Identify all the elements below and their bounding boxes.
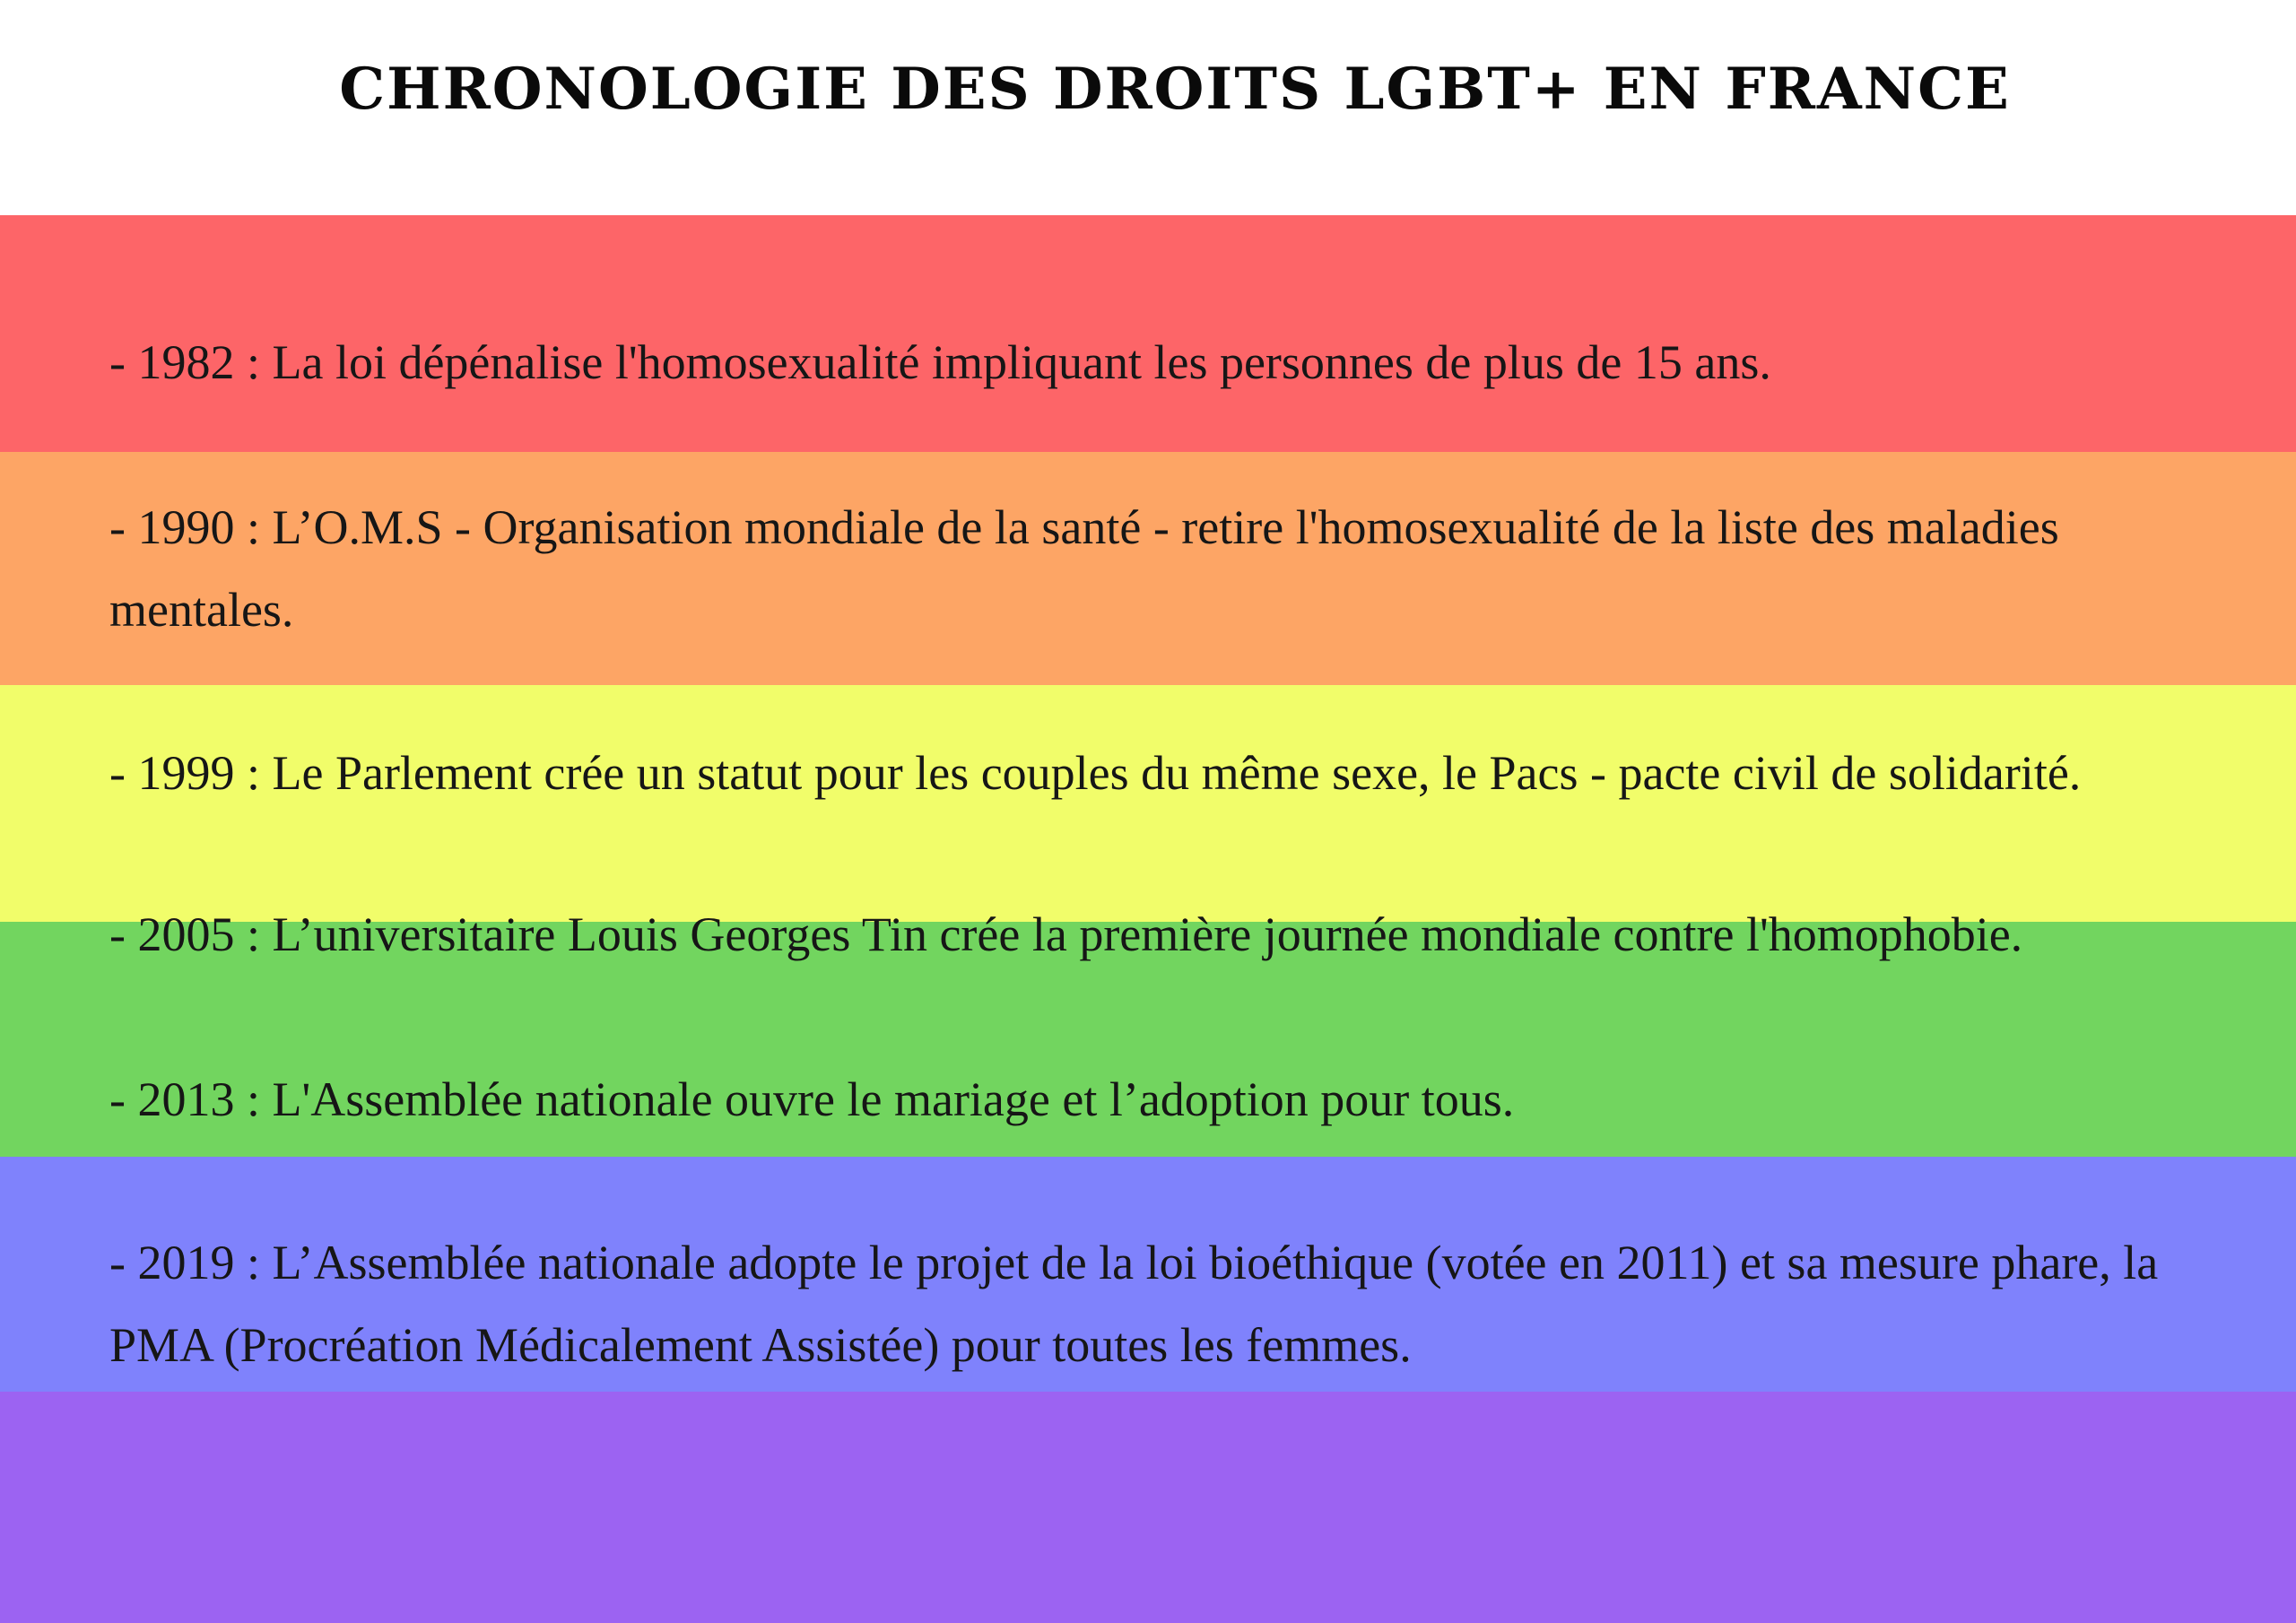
timeline-entry-1982: - 1982 : La loi dépénalise l'homosexualité impliquant les personnes de plus de 15 ans.	[109, 335, 1771, 389]
timeline-entry-2013: - 2013 : L'Assemblée nationale ouvre le mariage et l’adoption pour tous.	[109, 1072, 1515, 1126]
timeline-entry-2005: - 2005 : L’universitaire Louis Georges Tin crée la première journée mondiale contre l'homophobie.	[109, 907, 2023, 961]
timeline-entry-1990: - 1990 : L’O.M.S - Organisation mondiale de la santé - retire l'homosexualité de la liste des maladies mentales.	[109, 500, 2059, 637]
timeline-entry-1999: - 1999 : Le Parlement crée un statut pour les couples du même sexe, le Pacs - pacte civil de solidarité.	[109, 746, 2082, 800]
timeline-entry-2019: - 2019 : L’Assemblée nationale adopte le projet de la loi bioéthique (votée en 2011) et sa mesure phare, la PMA (Procréation Médicalement Assistée) pour toutes les femmes.	[109, 1236, 2159, 1372]
stripe-purple	[0, 1392, 2296, 1623]
page-title: CHRONOLOGIE DES DROITS LGBT+ EN FRANCE	[339, 56, 2011, 123]
